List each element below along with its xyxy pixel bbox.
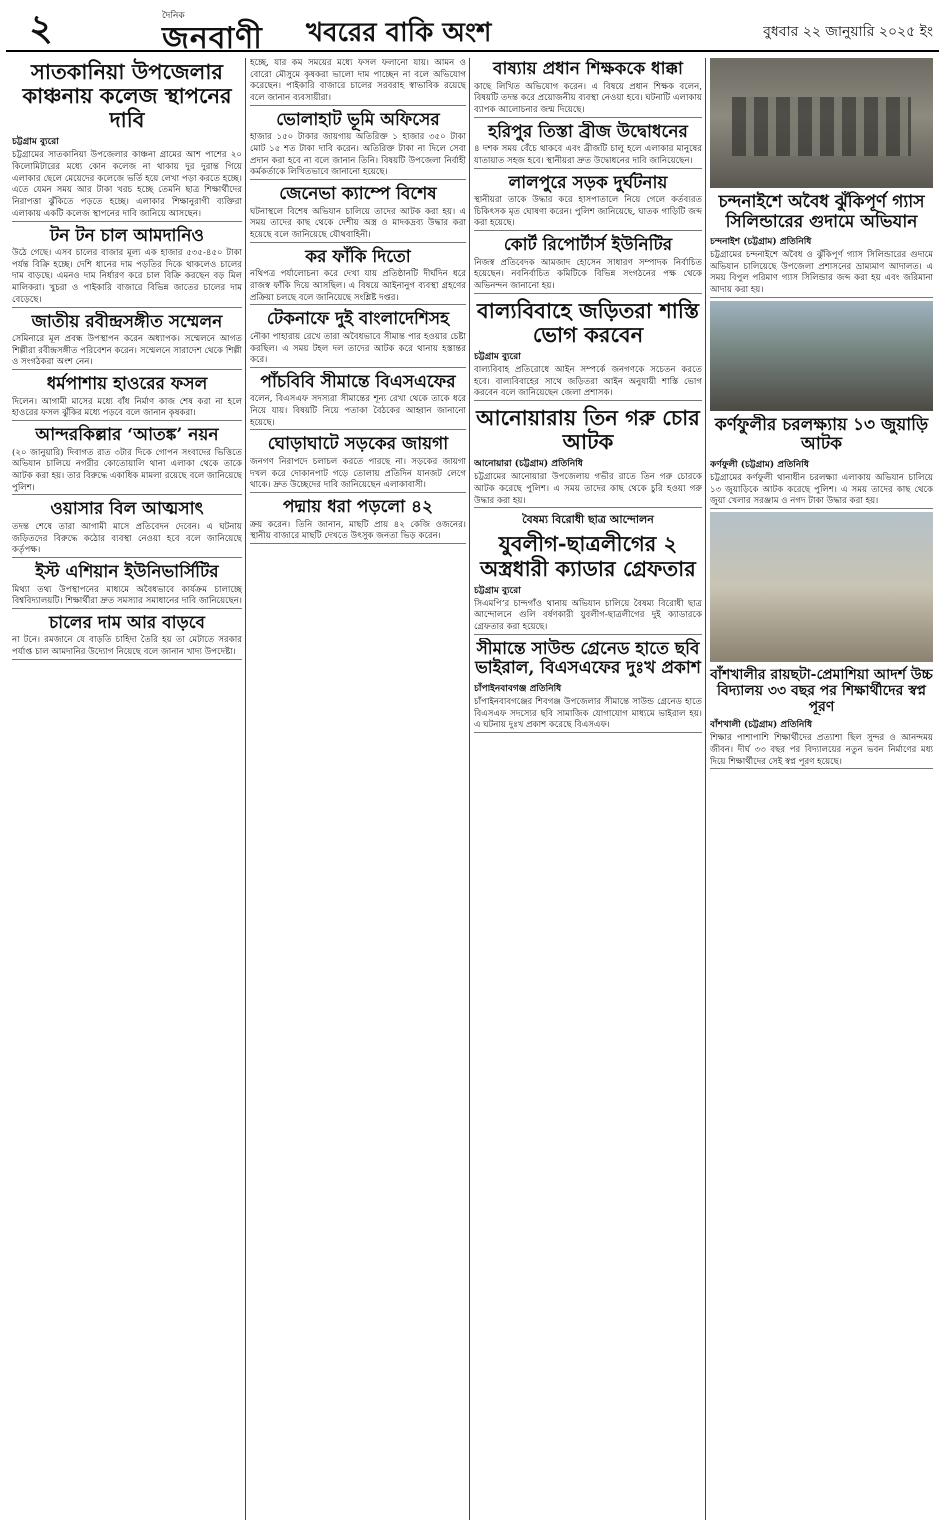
headline: বাঁশখালীর রায়ছটা-প্রেমাশিয়া আদর্শ উচ্চ বিদ্যালয় ৩৩ বছর পর শিক্ষার্থীদের স্বপ্ন পূরণ xyxy=(710,667,933,716)
story-wasa-bill xyxy=(12,498,242,558)
story-haripur-bridge xyxy=(474,121,702,169)
article-body: ঘটনাস্থলে বিশেষ অভিযান চালিয়ে তাদের আটক করা হয়। এ সময় তাদের কাছ থেকে দেশীয় অস্ত্র ও মাদকদ্রব্য উদ্ধার করা হয়েছে বলে জানিয়েছে যৌথবাহিনী। xyxy=(250,206,466,240)
article-body: হচ্ছে, যার কম সময়ের মধ্যে ফসল ফলানো যায়। আমন ও বোরো মৌসুমে কৃষকরা ভালো দাম পাচ্ছেন না বলে অভিযোগ করেছেন। পাইকারি বাজারে চালের সরবরাহ স্বাভাবিক রয়েছে বলে জানান ব্যবসায়ীরা। xyxy=(250,58,466,104)
article-body: বাল্যবিবাহ প্রতিরোধে আইন সম্পর্কে জনগণকে সচেতন করতে হবে। বাল্যবিবাহের সাথে জড়িতরা আইন অনুযায়ী শাস্তি ভোগ করবেন বলে জানিয়েছেন জেলা প্রশাসক। xyxy=(474,365,702,399)
headline: পাঁচবিবি সীমান্তে বিএসএফের xyxy=(260,371,456,392)
column-divider xyxy=(705,58,706,1520)
headline: ইস্ট এশিয়ান ইউনিভার্সিটির xyxy=(35,561,219,582)
page-number: ২ xyxy=(29,7,53,49)
article-body: কাছে লিখিত অভিযোগ করেন। এ বিষয়ে প্রধান শিক্ষক বলেন, বিষয়টি তদন্ত করে প্রয়োজনীয় ব্যবস্থা নেওয়া হবে। ঘটনাটি এলাকায় ব্যাপক আলোচনার জন্ম দিয়েছে। xyxy=(474,81,702,115)
publication-date: বুধবার ২২ জানুয়ারি ২০২৫ ইং xyxy=(763,24,933,40)
story-dharmapasha-haor xyxy=(12,373,242,421)
article-body: নথিপত্র পর্যালোচনা করে দেখা যায় প্রতিষ্ঠানটি দীর্ঘদিন ধরে রাজস্ব ফাঁকি দিয়ে আসছিল। এ বিষয়ে আইনানুগ ব্যবস্থা গ্রহণের প্রক্রিয়া চলছে বলে জানিয়েছে সংশ্লিষ্ট দপ্তর। xyxy=(250,269,466,303)
article-body: ক্রয় করেন। তিনি জানান, মাছটি প্রায় ৪২ কেজি ওজনের। স্থানীয় বাজারে মাছটি দেখতে উৎসুক জনতা ভিড় করেন। xyxy=(250,519,466,542)
arrested-gamblers-photo xyxy=(710,301,933,411)
headline: জাতীয় রবীন্দ্রসঙ্গীত সম্মেলন xyxy=(31,311,223,332)
headline: লালপুরে সড়ক দুর্ঘটনায় xyxy=(508,172,668,193)
story-continued xyxy=(250,58,466,106)
story-lalpur-accident xyxy=(474,172,702,232)
headline: চন্দনাইশে অবৈধ ঝুঁকিপূর্ণ গ্যাস সিলিন্ডারের গুদামে অভিযান xyxy=(718,192,925,232)
story-rice-import xyxy=(12,225,242,308)
article-body: দিলেন। আগামী মাসের মধ্যে বাঁধ নির্মাণ কাজ শেষ করা না হলে হাওরের ফসল ঝুঁকির মধ্যে পড়বে বলে জানান কৃষকরা। xyxy=(12,396,242,419)
story-bholahat-land-office xyxy=(250,109,466,180)
story-border-grenade xyxy=(474,638,702,733)
story-rabindra-sangeet xyxy=(12,311,242,371)
headline: পদ্মায় ধরা পড়লো ৪২ xyxy=(282,497,434,518)
byline: চট্টগ্রাম ব্যুরো xyxy=(474,585,521,596)
masthead xyxy=(6,6,939,56)
story-court-reporters xyxy=(474,234,702,294)
article-body: হাজার ১৫০ টাকার জায়গায় অতিরিক্ত ১ হাজার ৩৫০ টাকা মোট ১৫ শত টাকা দাবি করেন। অতিরিক্ত টাকা না দিলে সেবা প্রদান করা হবে না বলে জানান তিনি। বিষয়টি উপজেলা নির্বাহী কর্মকর্তাকে লিখিতভাবে জানানো হয়েছে। xyxy=(250,132,466,178)
headline: জেনেভা ক্যাম্পে বিশেষ xyxy=(279,184,437,205)
column-3 xyxy=(474,58,702,1520)
headline: টন টন চাল আমদানিও xyxy=(50,225,204,246)
article-body: উঠে গেছে। এসব চালের বাজার মূল্য এক হাজার ৫৩৫-৪৫০ টাকা পর্যন্ত বিক্রি হচ্ছে। দেশি ধানের দাম পড়তির দিকে থাকলেও চালের দাম বাড়ছে। এমনও দাম নির্ধারণ করে চাল বিক্রি করছেন বড় মিল মালিকরা। খুচরা ও পাইকারি বাজারে বিভিন্ন জাতের চালের দাম বেড়েছে। xyxy=(12,248,242,305)
article-body: চট্টগ্রামের আনোয়ারা উপজেলায় গভীর রাতে তিন গরু চোরকে আটক করেছে পুলিশ। এ সময় তাদের কাছ থেকে চুরি হওয়া গরু উদ্ধার করা হয়। xyxy=(474,472,702,506)
story-jubo-league-arrest xyxy=(474,511,702,634)
story-anwara-cow-thief xyxy=(474,404,702,508)
headline: হরিপুর তিস্তা ব্রীজ উদ্বোধনের xyxy=(488,121,688,142)
headline: ওয়াসার বিল আত্মসাৎ xyxy=(50,499,204,520)
article-body: না টনে। রমজানে যে বাড়তি চাহিদা তৈরি হয় তা মেটাতে সরকার পর্যাপ্ত চাল আমদানির উদ্যোগ নিয়েছে বলে জানান খাদ্য উপদেষ্টা। xyxy=(12,635,242,658)
headline: কর্ণফুলীর চরলক্ষ্যায় ১৩ জুয়াড়ি আটক xyxy=(714,414,929,455)
byline: বাঁশখালী (চট্টগ্রাম) প্রতিনিধি xyxy=(710,720,813,731)
article-body: চট্টগ্রামের কর্ণফুলী থানাধীন চরলক্ষ্যা এলাকায় অভিযান চালিয়ে ১৩ জুয়াড়িকে আটক করেছে পুলিশ। এ সময় তাদের কাছ থেকে জুয়া খেলার সরঞ্জাম ও নগদ টাকা উদ্ধার করা হয়। xyxy=(710,472,933,507)
brand-small: দৈনিক xyxy=(162,11,185,21)
byline: চট্টগ্রাম ব্যুরো xyxy=(474,352,521,363)
newspaper-logo xyxy=(66,8,266,56)
article-body: বলেন, বিএসএফ সদস্যরা সীমান্তের শূন্য রেখা থেকে তাকে ধরে নিয়ে যায়। বিষয়টি নিয়ে পতাকা বৈঠকের আহ্বান জানানো হয়েছে। xyxy=(250,394,466,428)
story-andarkilla-nayan xyxy=(12,424,242,495)
column-1 xyxy=(12,58,242,1520)
gas-cylinder-photo xyxy=(710,58,933,188)
headline: ঘোড়াঘাটে সড়কের জায়গা xyxy=(267,434,449,455)
byline: আনোয়ারা (চট্টগ্রাম) প্রতিনিধি xyxy=(474,459,583,470)
story-panchbibi-bsf xyxy=(250,371,466,431)
article-body: সিএমপি’র চান্দগাঁও থানায় অভিযান চালিয়ে বৈষম্য বিরোধী ছাত্র আন্দোলনে গুলি বর্ষণকারী যুবলীগ-ছাত্রলীগের দুই ক্যাডারকে গ্রেফতার করা হয়েছে। xyxy=(474,598,702,633)
brand-name: জনবাণী xyxy=(162,21,263,56)
headline: বাষ্যায় প্রধান শিক্ষককে ধাক্কা xyxy=(493,59,683,79)
article-body: ৪ দশক সময় বেঁচে থাকবে এবং ব্রীজটি চালু হলে এলাকার মানুষের যাতায়াত সহজ হবে। স্থানীয়রা দ্রুত উদ্বোধনের দাবি জানিয়েছেন। xyxy=(474,144,702,166)
story-rice-price xyxy=(12,612,242,660)
story-karnaphuli-gamblers xyxy=(710,414,933,509)
article-body: চট্টগ্রামের সাতকানিয়া উপজেলার কাঞ্চনা গ্রামের আশ পাশের ২০ কিলোমিটারের মধ্যে কোন কলেজ না থাকায় দুর দুরান্ত গিয়ে এলাকার ছেলে মেয়েদের কলেজে ভর্তি হয়ে লেখা পড়া করতে হচ্ছে। এতে যেমন সময় আর টাকা খরচ হচ্ছে তেমনি ছাত্র শিক্ষার্থীদের নিরাপত্তা ঝুঁকিতে পড়তে হচ্ছে। এলাকার শিক্ষানুরাগী ব্যক্তিরা এলাকায় একটি কলেজ স্থাপনের দাবি জানিয়ে আসছেন। xyxy=(12,150,242,219)
headline: টেকনাফে দুই বাংলাদেশিসহ xyxy=(266,309,450,330)
story-padma-fish xyxy=(250,496,466,544)
article-body: চাঁপাইনবাবগঞ্জের শিবগঞ্জ উপজেলার সীমান্তে সাউন্ড গ্রেনেড হাতে বিএসএফ সদস্যের ছবি সামাজিক যোগাযোগ মাধ্যমে ভাইরাল হয়। এ ঘটনায় দুঃখ প্রকাশ করেছে বিএসএফ। xyxy=(474,696,702,731)
byline: কর্ণফুলী (চট্টগ্রাম) প্রতিনিধি xyxy=(710,459,809,470)
byline: চন্দনাইশ (চট্টগ্রাম) প্রতিনিধি xyxy=(710,237,812,248)
article-body: মিথ্যা তথ্য উপস্থাপনের মাধ্যমে অবৈধভাবে কার্যক্রম চালাচ্ছে বিশ্ববিদ্যালয়টি। শিক্ষার্থীরা দ্রুত সমস্যার সমাধানের দাবি জানিয়েছেন। xyxy=(12,584,242,607)
headline: ধর্মপাশায় হাওরের ফসল xyxy=(46,374,208,395)
article-body: নৌকা পাহারায় রেখে তারা অবৈধভাবে সীমান্ত পার হওয়ার চেষ্টা করছিল। এ সময় টহল দল তাদের আটক করে থানায় হস্তান্তর করে। xyxy=(250,331,466,366)
article-body: শিক্ষার পাশাপাশি শিক্ষার্থীদের প্রত্যাশা ছিল সুন্দর ও আনন্দময় জীবন। দীর্ঘ ৩৩ বছর পর বিদ্যালয়ের নতুন ভবন নির্মাণের মধ্য দিয়ে শিক্ষার্থীদের সেই স্বপ্ন পূরণ হয়েছে। xyxy=(710,733,933,767)
column-divider xyxy=(469,58,470,1520)
article-body: তদন্ত শেষে তারা আগামী মাসে প্রতিবেদন দেবেন। এ ঘটনায় জড়িতদের বিরুদ্ধে কঠোর ব্যবস্থা নেওয়া হবে বলে জানিয়েছে কর্তৃপক্ষ। xyxy=(12,521,242,556)
headline: যুবলীগ-ছাত্রলীগের ২ অস্ত্রধারী ক্যাডার গ্রেফতার xyxy=(480,531,696,581)
headline: আন্দরকিল্লার ‘আতঙ্ক’ নয়ন xyxy=(35,425,219,446)
story-chandanaish-gas xyxy=(710,191,933,298)
story-teknaf xyxy=(250,308,466,368)
column-2 xyxy=(250,58,466,1520)
story-child-marriage xyxy=(474,297,702,401)
section-title: খবরের বাকি অংশ xyxy=(306,18,492,48)
story-kanchana-college xyxy=(12,58,242,222)
story-banshkhali-school xyxy=(710,665,933,769)
article-body: চট্টগ্রামের চন্দনাইশে অবৈধ ও ঝুঁকিপূর্ণ গ্যাস সিলিন্ডারের গুদামে অভিযান চালিয়েছে উপজেলা প্রশাসনের ভ্রাম্যমাণ আদালত। এ সময় বিপুল পরিমাণ গ্যাস সিলিন্ডার জব্দ করা হয় এবং জরিমানা আদায় করা হয়। xyxy=(710,250,933,296)
column-4 xyxy=(710,58,933,1520)
school-gathering-photo xyxy=(710,512,933,662)
headline: ভোলাহাট ভূমি অফিসের xyxy=(276,109,440,130)
column-divider xyxy=(245,58,246,1520)
story-tax-evasion xyxy=(250,246,466,306)
story-east-asian-university xyxy=(12,561,242,609)
story-headmaster xyxy=(474,58,702,118)
headline: চালের দাম আর বাড়বে xyxy=(48,612,205,633)
story-geneva-camp xyxy=(250,183,466,243)
article-body: স্থানীয়রা তাকে উদ্ধার করে হাসপাতালে নিয়ে গেলে কর্তব্যরত চিকিৎসক মৃত ঘোষণা করেন। পুলিশ জানিয়েছে, ঘাতক গাড়িটি জব্দ করা হয়েছে। xyxy=(474,195,702,229)
kicker: বৈষম্য বিরোধী ছাত্র আন্দোলন xyxy=(522,513,654,527)
article-body: জনগণ নিরাপদে চলাচল করতে পারছে না। সড়কের জায়গা দখল করে দোকানপাট গড়ে তোলায় প্রতিদিন যানজট লেগে থাকে। দ্রুত উচ্ছেদের দাবি জানিয়েছেন এলাকাবাসী। xyxy=(250,457,466,491)
article-body: নিজস্ব প্রতিবেদক আমজাদ হোসেন সাধারণ সম্পাদক নির্বাচিত হয়েছেন। নবনির্বাচিত কমিটিকে বিভিন্ন সংগঠনের পক্ষ থেকে অভিনন্দন জানানো হয়। xyxy=(474,257,702,292)
headline: কর ফাঁকি দিতো xyxy=(305,246,411,267)
article-body: (২০ জানুয়ারি) দিবাগত রাত ৩টার দিকে গোপন সংবাদের ভিত্তিতে অভিযান চালিয়ে নগরীর কোতোয়ালি থানা এলাকা থেকে তাকে আটক করা হয়। তার বিরুদ্ধে একাধিক মামলা রয়েছে বলে জানিয়েছে পুলিশ। xyxy=(12,447,242,493)
story-ghoraghat-road xyxy=(250,433,466,493)
byline: চাঁপাইনবাবগঞ্জ প্রতিনিধি xyxy=(474,683,562,694)
article-body: সেমিনারে মূল প্রবন্ধ উপস্থাপন করেন অধ্যাপক। সম্মেলনে আগত শিল্পীরা রবীন্দ্রসঙ্গীত পরিবেশন করেন। সম্মেলনে সারাদেশ থেকে শিল্পী ও সংগঠকরা অংশ নেন। xyxy=(12,334,242,368)
headline: বাল্যবিবাহে জড়িতরা শাস্তি ভোগ করবেন xyxy=(477,297,699,347)
headline: আনোয়ারায় তিন গরু চোর আটক xyxy=(476,405,700,455)
byline: চট্টগ্রাম ব্যুরো xyxy=(12,137,59,148)
headline: কোর্ট রিপোর্টার্স ইউনিটির xyxy=(503,235,673,256)
headline: সীমান্তে সাউন্ড গ্রেনেড হাতে ছবি ভাইরাল, বিএসএফের দুঃখ প্রকাশ xyxy=(475,638,701,679)
headline: সাতকানিয়া উপজেলার কাঞ্চনায় কলেজ স্থাপনের দাবি xyxy=(22,59,232,133)
